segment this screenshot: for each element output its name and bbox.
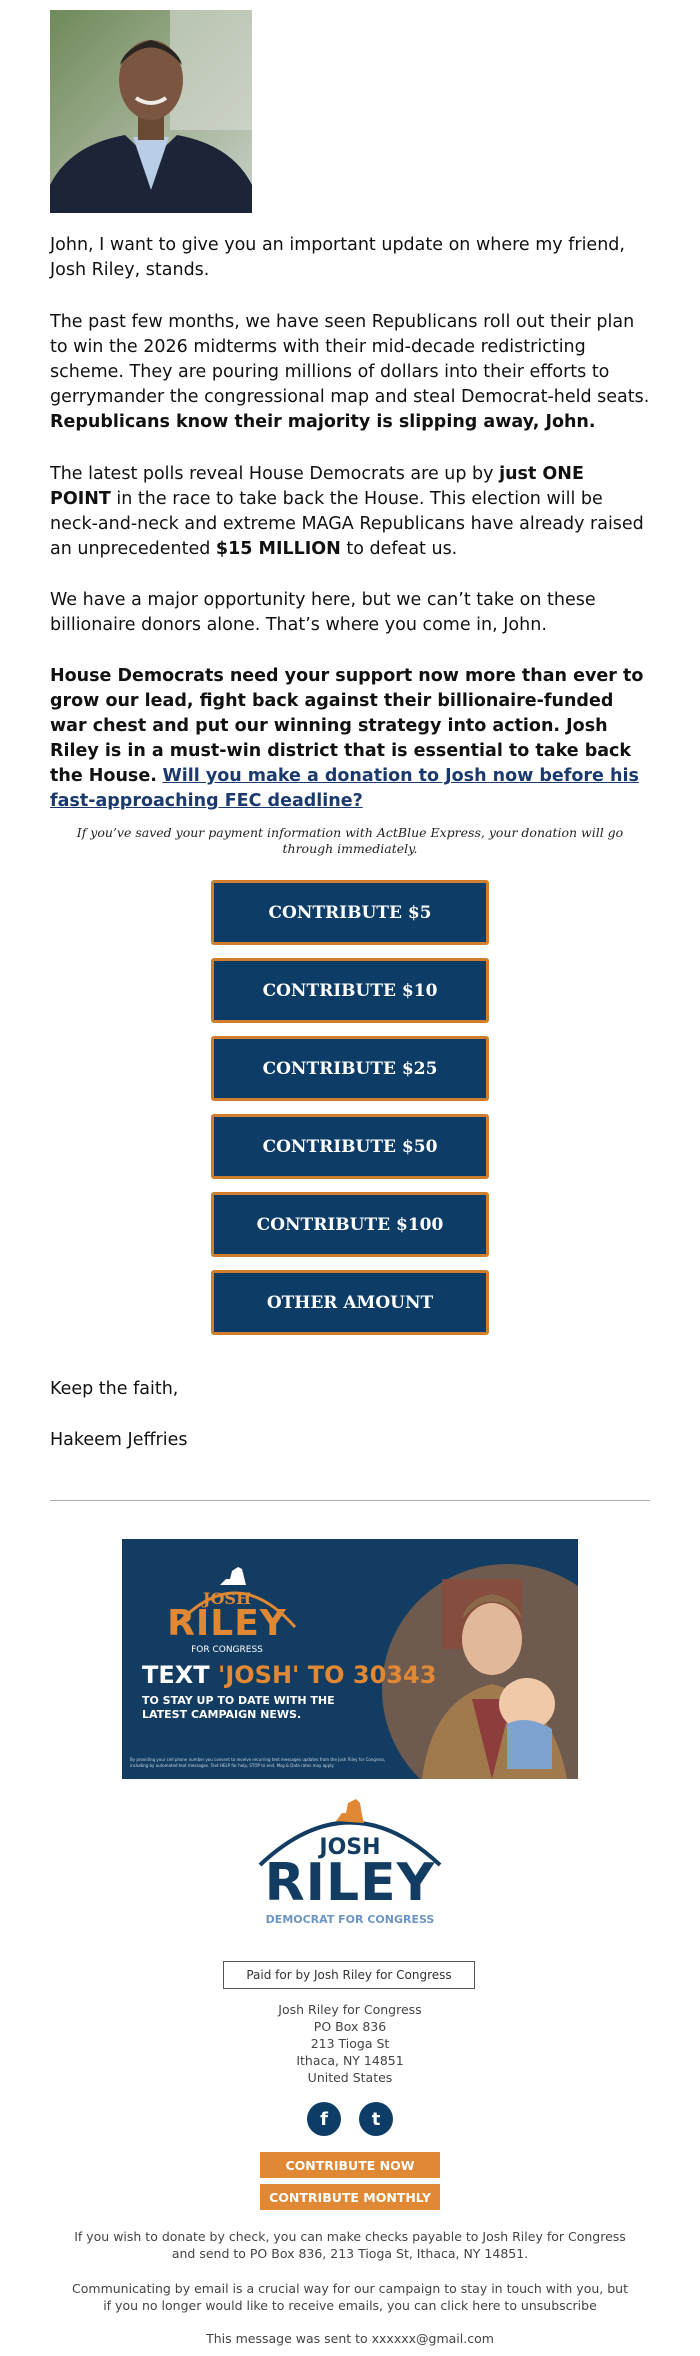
banner-text-a: TEXT — [142, 1661, 218, 1689]
banner-text-cta — [142, 1661, 436, 1689]
banner-for-congress: FOR CONGRESS — [191, 1645, 263, 1655]
intro-paragraph: John, I want to give you an important update on where my friend, Josh Riley, stands. — [50, 235, 625, 280]
unsubscribe-text[interactable]: Communicating by email is a crucial way for our campaign to stay in touch with you, but if you no longer would like to receive emails, you can click here to unsubscribe — [72, 2281, 628, 2313]
paragraph-4 — [50, 588, 650, 638]
portrait-illustration — [50, 10, 252, 213]
banner-sub1: TO STAY UP TO DATE WITH THE — [142, 1694, 335, 1707]
logo-tagline: DEMOCRAT FOR CONGRESS — [265, 1913, 435, 1926]
para5-bold: House Democrats need your support now more than ever to grow our lead, fight back against their billionaire-funded war chest and put our winning strategy into action. Josh Riley is in a must-win district that is essential to take back the House. — [50, 666, 644, 786]
contribute-now-button[interactable]: CONTRIBUTE NOW — [260, 2152, 440, 2178]
contribute-100-button[interactable]: CONTRIBUTE $100 — [211, 1192, 489, 1257]
para3-d: $15 MILLION — [215, 539, 341, 559]
campaign-banner[interactable] — [122, 1539, 578, 1779]
para2-text: The past few months, we have seen Republicans roll out their plan to win the 2026 midterms with their mid-decade redistricting scheme. They are pouring millions of dollars into their efforts to gerrymander the congressional map and steal Democrat-held seats. — [50, 312, 650, 407]
facebook-icon[interactable]: f — [307, 2102, 341, 2136]
para4-text: We have a major opportunity here, but we can’t take on these billionaire donors alone. That’s where you come in, John. — [50, 590, 596, 635]
para2-bold: Republicans know their majority is slipping away, John. — [50, 412, 596, 432]
address-line: PO Box 836 — [313, 2019, 387, 2034]
sent-to-text: This message was sent to xxxxxx@gmail.com — [206, 2331, 494, 2346]
para3-c: in the race to take back the House. This election will be neck-and-neck and extreme MAGA Republicans have already raised an unprecedented — [50, 489, 644, 559]
contribute-50-button[interactable]: CONTRIBUTE $50 — [211, 1114, 489, 1179]
divider — [50, 1500, 650, 1501]
contribute-25-button[interactable]: CONTRIBUTE $25 — [211, 1036, 489, 1101]
signature: Hakeem Jeffries — [50, 1430, 188, 1450]
address-line: 213 Tioga St — [310, 2036, 390, 2051]
josh-riley-logo — [240, 1795, 460, 1930]
address-line: Josh Riley for Congress — [278, 2002, 422, 2017]
banner-text-keyword: 'JOSH' — [218, 1661, 300, 1689]
mailing-address — [200, 2001, 500, 2086]
paragraph-2 — [50, 310, 650, 435]
para3-e: to defeat us. — [346, 539, 458, 559]
paragraph-5 — [50, 664, 650, 814]
logo-riley: RILEY — [264, 1853, 436, 1913]
new-york-state-logo-icon — [336, 1799, 364, 1823]
actblue-express-note: If you’ve saved your payment information with ActBlue Express, your donation will go through immediately. — [76, 825, 624, 856]
banner-josh: JOSH — [202, 1589, 252, 1608]
paid-for-box: Paid for by Josh Riley for Congress — [223, 1961, 475, 1989]
check-donation-text: If you wish to donate by check, you can make checks payable to Josh Riley for Congress and send to PO Box 836, 213 Tioga St, Ithaca, NY 14851. — [74, 2229, 626, 2261]
contribute-5-button[interactable]: CONTRIBUTE $5 — [211, 880, 489, 945]
letter-body — [50, 233, 650, 283]
banner-riley: RILEY — [167, 1603, 287, 1644]
banner-sub2: LATEST CAMPAIGN NEWS. — [142, 1708, 302, 1721]
signoff: Keep the faith, — [50, 1379, 179, 1399]
address-line: Ithaca, NY 14851 — [296, 2053, 404, 2068]
banner-text-b: TO 30343 — [299, 1661, 437, 1689]
para3-b: just ONE POINT — [50, 464, 584, 509]
banner-fine-print: By providing your cell phone number you consent to receive recurring text messages updates from the Josh Riley for Congress, including by automated text messages. Text HELP for help, STOP to end. Msg & Data rates may apply. — [130, 1757, 386, 1768]
banner-subtext — [142, 1694, 335, 1722]
other-amount-button[interactable]: OTHER AMOUNT — [211, 1270, 489, 1335]
contribute-10-button[interactable]: CONTRIBUTE $10 — [211, 958, 489, 1023]
address-line: United States — [307, 2070, 393, 2085]
contribute-monthly-button[interactable]: CONTRIBUTE MONTHLY — [260, 2184, 440, 2210]
para3-a: The latest polls reveal House Democrats are up by — [50, 464, 494, 484]
paragraph-3 — [50, 462, 650, 562]
twitter-icon[interactable]: t — [359, 2102, 393, 2136]
donate-link[interactable]: Will you make a donation to Josh now before his fast-approaching FEC deadline? — [50, 766, 639, 811]
logo-josh: JOSH — [319, 1835, 381, 1860]
portrait-photo — [50, 10, 252, 213]
